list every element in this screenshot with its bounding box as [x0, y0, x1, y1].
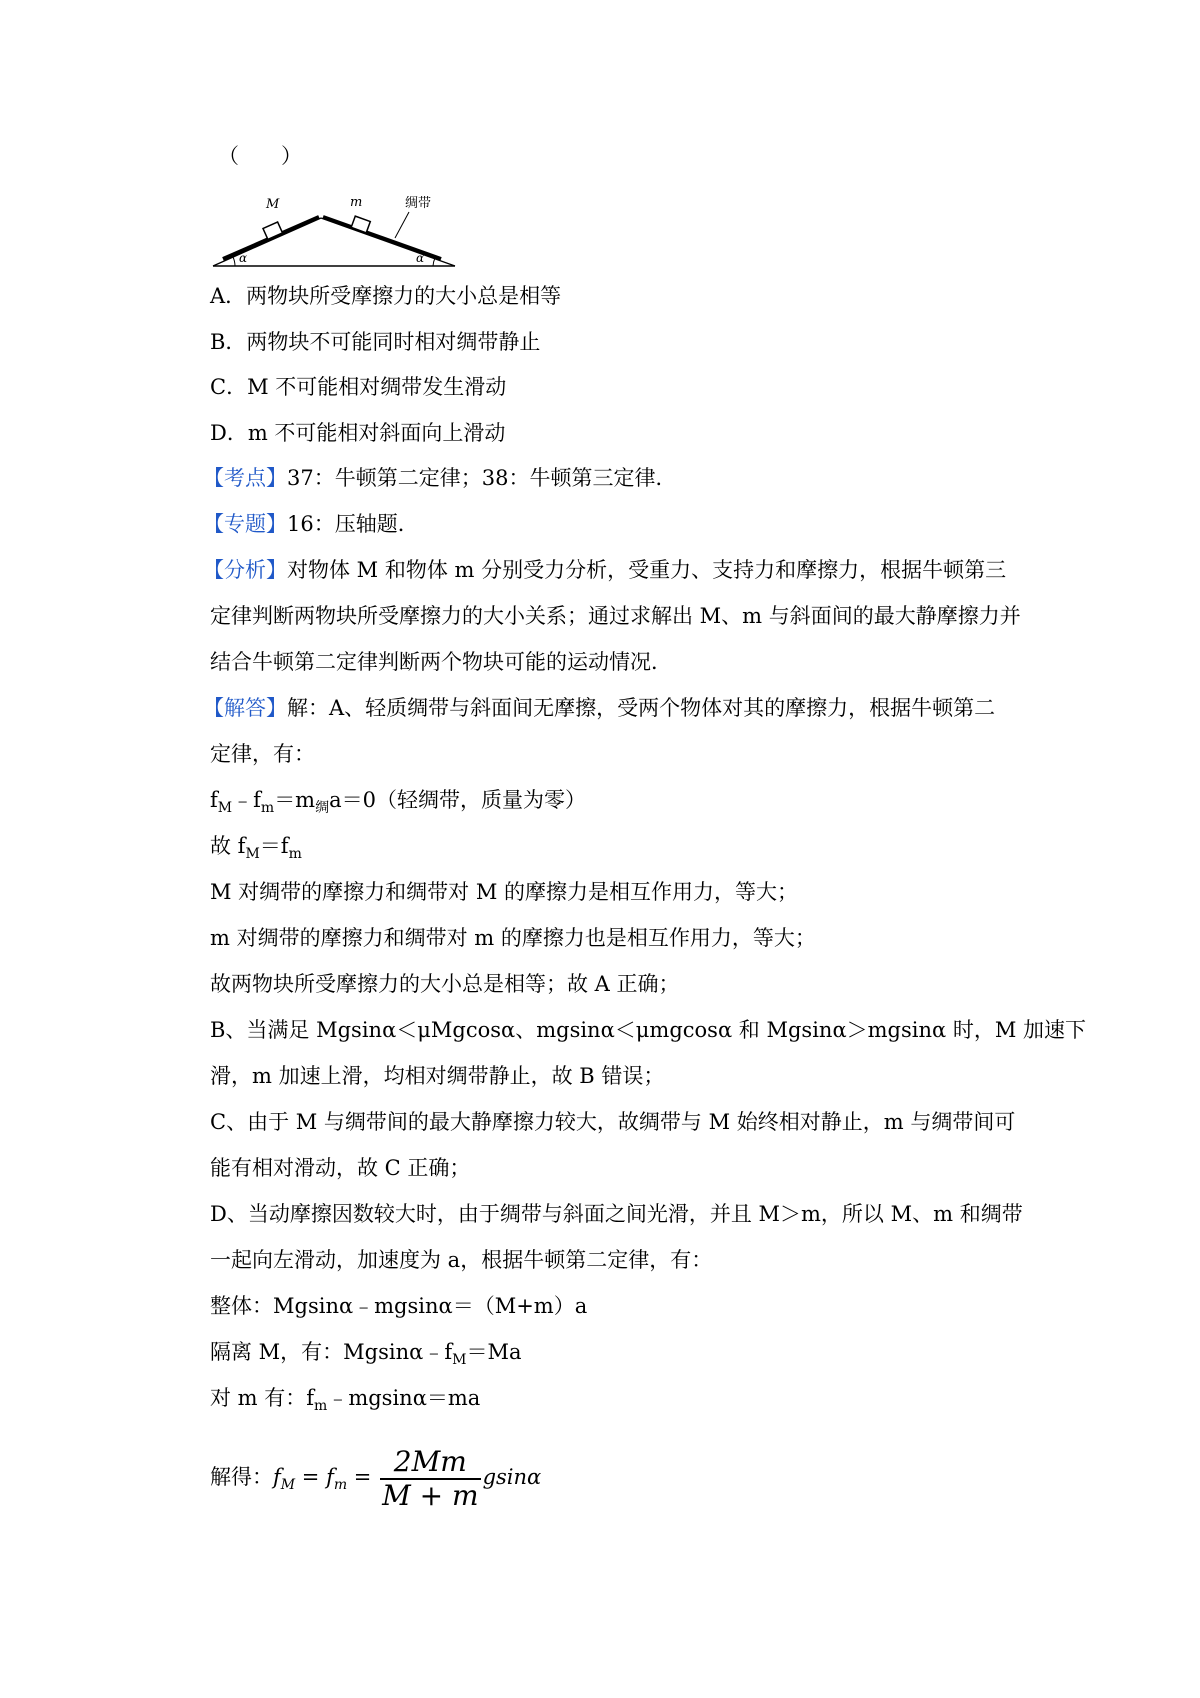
jieda-line-1	[203, 694, 995, 722]
option-d: D．m 不可能相对斜面向上滑动	[210, 421, 506, 445]
jieda-line-m1: M 对绸带的摩擦力和绸带对 M 的摩擦力是相互作用力，等大；	[210, 880, 799, 904]
label-alpha-right: α	[416, 251, 425, 265]
fenxi-line-3: 结合牛顿第二定律判断两个物块可能的运动情况．	[210, 650, 672, 674]
label-ribbon: 绸带	[405, 196, 432, 211]
zhuanti-line	[203, 510, 419, 538]
angle-arc-left	[233, 257, 235, 266]
zhuanti-text: 16：压轴题．	[287, 512, 419, 536]
final-prefix: 解得：	[210, 1465, 273, 1489]
kaodian-tag: 【考点】	[203, 466, 287, 490]
equation-1: $f_M﹣f_m=m_绸a=0$（轻绸带，质量为零）	[210, 788, 586, 816]
option-a: A．两物块所受摩擦力的大小总是相等	[210, 284, 562, 308]
option-b: B．两物块不可能同时相对绸带静止	[210, 330, 541, 354]
equation-whole: 整体：Mgsinα﹣mgsinα＝（M+m）a	[210, 1294, 588, 1318]
jieda-line-d2: 一起向左滑动，加速度为 a，根据牛顿第二定律，有：	[210, 1248, 713, 1272]
fenxi-tag: 【分析】	[203, 558, 287, 582]
jieda-tag: 【解答】	[203, 696, 287, 720]
final-equation: 解得：$f_M = f_m$ = $\frac{2Mm}{M + m}$ gsinα	[210, 1444, 542, 1512]
ribbon-leader	[395, 212, 409, 238]
equation-m: 对 m 有：$f_m﹣mgsin\alpha=ma$	[210, 1386, 481, 1414]
label-alpha-left: α	[239, 251, 248, 265]
jieda-line-m2: m 对绸带的摩擦力和绸带对 m 的摩擦力也是相互作用力，等大；	[210, 926, 816, 950]
final-fraction: $\frac{2Mm}{M + m}$	[382, 1444, 479, 1512]
angle-arc-right	[433, 258, 435, 266]
kaodian-line	[203, 464, 676, 492]
question-paren: （ ）	[218, 144, 302, 168]
jieda-line-c2: 能有相对滑动，故 C 正确；	[210, 1156, 471, 1180]
jieda-line-a-conclusion: 故两物块所受摩擦力的大小总是相等；故 A 正确；	[210, 972, 680, 996]
jieda-line-c1: C、由于 M 与绸带间的最大静摩擦力较大，故绸带与 M 始终相对静止，m 与绸带间可	[210, 1110, 1016, 1134]
fenxi-line-2: 定律判断两物块所受摩擦力的大小关系；通过求解出 M、m 与斜面间的最大静摩擦力并	[210, 604, 1021, 628]
fenxi-line-1	[203, 556, 1006, 584]
incline-figure	[209, 196, 457, 280]
equation-2: 故 $f_M=f_m$	[210, 834, 302, 862]
option-c: C．M 不可能相对绸带发生滑动	[210, 375, 507, 399]
label-m: m	[350, 196, 363, 210]
jieda-text-1: 解：A、轻质绸带与斜面间无摩擦，受两个物体对其的摩擦力，根据牛顿第二	[287, 696, 996, 720]
label-M: M	[266, 197, 280, 212]
fenxi-text-1: 对物体 M 和物体 m 分别受力分析，受重力、支持力和摩擦力，根据牛顿第三	[287, 558, 1007, 582]
equation-isolate-M: 隔离 M，有：$Mgsin\alpha﹣f_M=Ma$	[210, 1340, 522, 1368]
zhuanti-tag: 【专题】	[203, 512, 287, 536]
jieda-line-d1: D、当动摩擦因数较大时，由于绸带与斜面之间光滑，并且 M＞m，所以 M、m 和绸带	[210, 1202, 1023, 1226]
jieda-line-2: 定律，有：	[210, 742, 315, 766]
jieda-line-b2: 滑，m 加速上滑，均相对绸带静止，故 B 错误；	[210, 1064, 665, 1088]
jieda-line-b1: B、当满足 Mgsinα＜μMgcosα、mgsinα＜μmgcosα 和 Mgsinα＞mgsinα 时，M 加速下	[210, 1018, 1087, 1042]
kaodian-text: 37：牛顿第二定律；38：牛顿第三定律．	[287, 466, 677, 490]
